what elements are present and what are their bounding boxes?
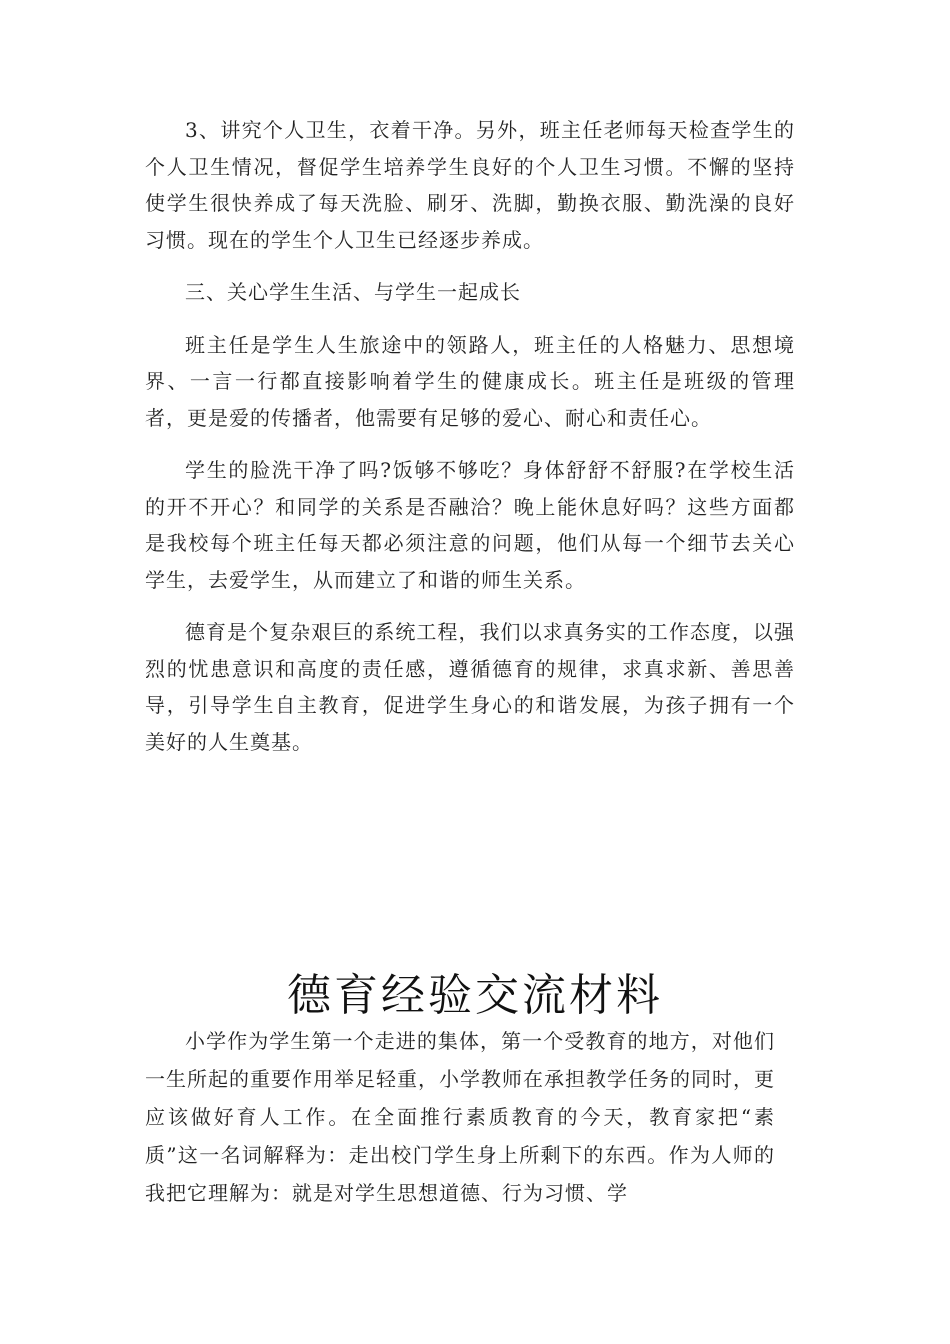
paragraph-questions: 学生的脸洗干净了吗?饭够不够吃？身体舒舒不舒服?在学校生活的开不开心？和同学的关系是否融洽？晚上能休息好吗？这些方面都是我校每个班主任每天都必须注意的问题，他们从每一个细节去关心学生，去爱学生，从而建立了和谐的师生关系。 [145,458,795,592]
paragraph-moral-education: 德育是个复杂艰巨的系统工程，我们以求真务实的工作态度，以强烈的忧患意识和高度的责任感，遵循德育的规律，求真求新、善思善导，引导学生自主教育，促进学生身心的和谐发展，为孩子拥有一个美好的人生奠基。 [145,620,795,754]
paragraph-class-teacher: 班主任是学生人生旅途中的领路人，班主任的人格魅力、思想境界、一言一行都直接影响着学生的健康成长。班主任是班级的管理者，更是爱的传播者，他需要有足够的爱心、耐心和责任心。 [145,332,795,430]
heading-care-for-students: 三、关心学生生活、与学生一起成长 [185,280,521,304]
paragraph-introduction: 小学作为学生第一个走进的集体，第一个受教育的地方，对他们一生所起的重要作用举足轻重，小学教师在承担教学任务的同时，更应该做好育人工作。在全面推行素质教育的今天，教育家把“素质”这一名词解释为：走出校门学生身上所剩下的东西。作为人师的我把它理解为：就是对学生思想道德、行为习惯、学 [145,1029,775,1205]
document-title: 德育经验交流材料 [287,970,663,1021]
paragraph-hygiene: 3、讲究个人卫生，衣着干净。另外，班主任老师每天检查学生的个人卫生情况，督促学生培养学生良好的个人卫生习惯。不懈的坚持使学生很快养成了每天洗脸、刷牙、洗脚，勤换衣服、勤洗澡的良好习惯。现在的学生个人卫生已经逐步养成。 [145,118,795,252]
section-bottom [145,1022,775,1212]
section-top [145,112,795,760]
